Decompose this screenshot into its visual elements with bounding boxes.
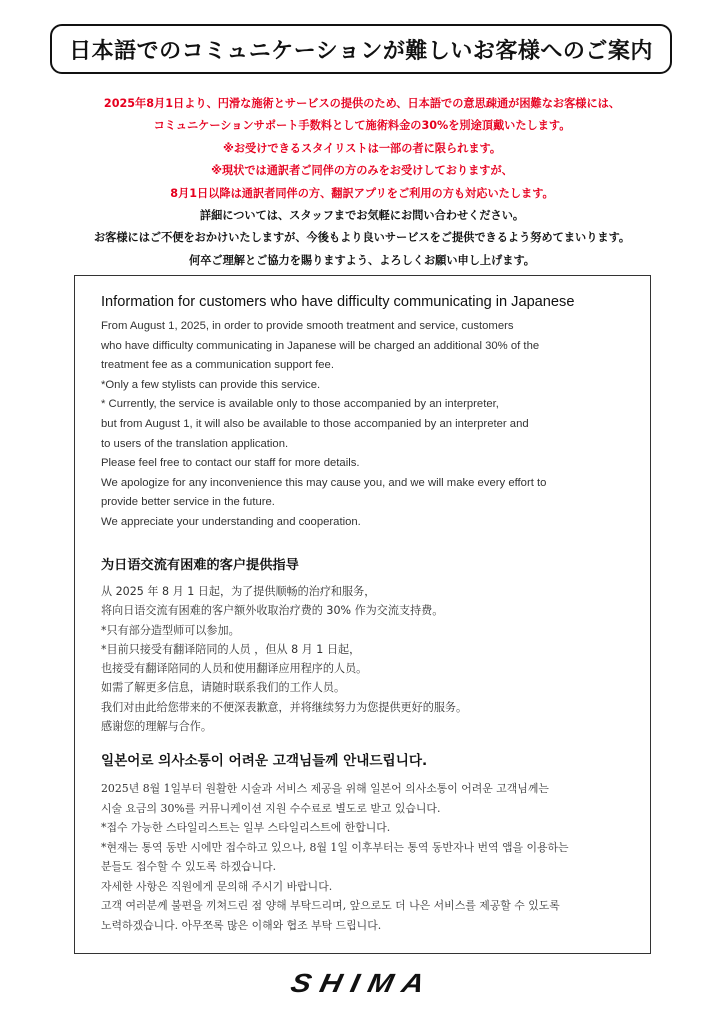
- english-section: [101, 291, 641, 533]
- english-line: *Only a few stylists can provide this service.: [101, 378, 321, 391]
- korean-heading: 일본어로 의사소통이 어려운 고객님들께 안내드립니다.: [101, 753, 428, 769]
- korean-line: 고객 여러분께 불편을 끼쳐드린 점 양해 부탁드리며, 앞으로도 더 나은 서비스를 제공할 수 있도록: [101, 899, 560, 912]
- page-title: 日本語でのコミュニケーションが難しいお客様へのご案内: [69, 38, 653, 64]
- english-line: treatment fee as a communication support fee.: [101, 359, 334, 372]
- notice-line: 詳細については、スタッフまでお気軽にお問い合わせください。: [199, 209, 525, 223]
- chinese-section: [101, 556, 641, 736]
- english-line: Please feel free to contact our staff for more details.: [101, 457, 360, 470]
- notice-line: 何卒ご理解とご協力を賜りますよう、よろしくお願い申し上げます。: [189, 253, 535, 267]
- korean-line: 분들도 접수할 수 있도록 하겠습니다.: [101, 860, 277, 873]
- english-heading: Information for customers who have difficulty communicating in Japanese: [101, 294, 575, 310]
- english-line: We appreciate your understanding and cooperation.: [101, 515, 361, 528]
- chinese-line: 从 2025 年 8 月 1 日起，为了提供顺畅的治疗和服务，: [101, 585, 376, 598]
- english-line: but from August 1, it will also be available to those accompanied by an interpreter and: [101, 417, 529, 430]
- korean-line: 노력하겠습니다. 아무쪼록 많은 이해와 협조 부탁 드립니다.: [101, 918, 382, 932]
- chinese-line: 如需了解更多信息，请随时联系我们的工作人员。: [101, 681, 346, 695]
- korean-line: 시술 요금의 30%를 커뮤니케이션 지원 수수료로 별도로 받고 있습니다.: [101, 801, 441, 815]
- english-line: * Currently, the service is available only to those accompanied by an interpreter,: [101, 398, 499, 411]
- chinese-line: *只有部分造型师可以参加。: [101, 623, 240, 637]
- english-line: provide better service in the future.: [101, 496, 275, 509]
- korean-section: [101, 751, 641, 935]
- english-line: who have difficulty communicating in Japanese will be charged an additional 30% of the: [101, 339, 540, 352]
- japanese-notice: [20, 93, 704, 272]
- chinese-line: 也接受有翻译陪同的人员和使用翻译应用程序的人员。: [101, 662, 368, 676]
- chinese-line: 感谢您的理解与合作。: [101, 720, 212, 734]
- notice-line: お客様にはご不便をおかけいたしますが、今後もより良いサービスをご提供できるよう努めてまいります。: [93, 231, 631, 245]
- korean-line: *접수 가능한 스타일리스트는 일부 스타일리스트에 한합니다.: [101, 821, 391, 834]
- notice-line: 8月1日以降は通訳者同伴の方、翻訳アプリをご利用の方も対応いたします。: [170, 186, 554, 200]
- chinese-line: 我们对由此给您带来的不便深表歉意，并将继续努力为您提供更好的服务。: [101, 700, 468, 714]
- chinese-line: 将向日语交流有困难的客户额外收取治疗费的 30% 作为交流支持费。: [101, 604, 444, 618]
- page-title-box: [50, 24, 672, 74]
- notice-line: 2025年8月1日より、円滑な施術とサービスの提供のため、日本語での意思疎通が困難なお客様には、: [103, 97, 621, 110]
- brand-logo-text: SHIMA: [288, 969, 437, 999]
- notice-line: ※お受けできるスタイリストは一部の者に限られます。: [222, 141, 502, 155]
- english-line: We apologize for any inconvenience this may cause you, and we will make every effort to: [101, 476, 547, 489]
- notice-line: コミュニケーションサポート手数料として施術料金の30%を別途頂戴いたします。: [153, 119, 571, 133]
- chinese-heading: 为日语交流有困难的客户提供指导: [101, 558, 299, 573]
- english-line: to users of the translation application.: [101, 437, 289, 450]
- korean-line: 2025년 8월 1일부터 원활한 시술과 서비스 제공을 위해 일본어 의사소통이 어려운 고객님께는: [101, 782, 549, 795]
- brand-logo: [0, 967, 724, 1001]
- korean-line: *현재는 통역 동반 시에만 접수하고 있으나, 8월 1일 이후부터는 통역 동반자나 번역 앱을 이용하는: [101, 840, 569, 854]
- notice-line: ※現状では通訳者ご同伴の方のみをお受けしておりますが、: [211, 164, 513, 178]
- translations-panel: [74, 275, 651, 954]
- english-line: From August 1, 2025, in order to provide smooth treatment and service, customers: [101, 320, 514, 332]
- korean-line: 자세한 사항은 직원에게 문의해 주시기 바랍니다.: [101, 879, 333, 893]
- chinese-line: *目前只接受有翻译陪同的人员 ，但从 8 月 1 日起，: [101, 642, 361, 656]
